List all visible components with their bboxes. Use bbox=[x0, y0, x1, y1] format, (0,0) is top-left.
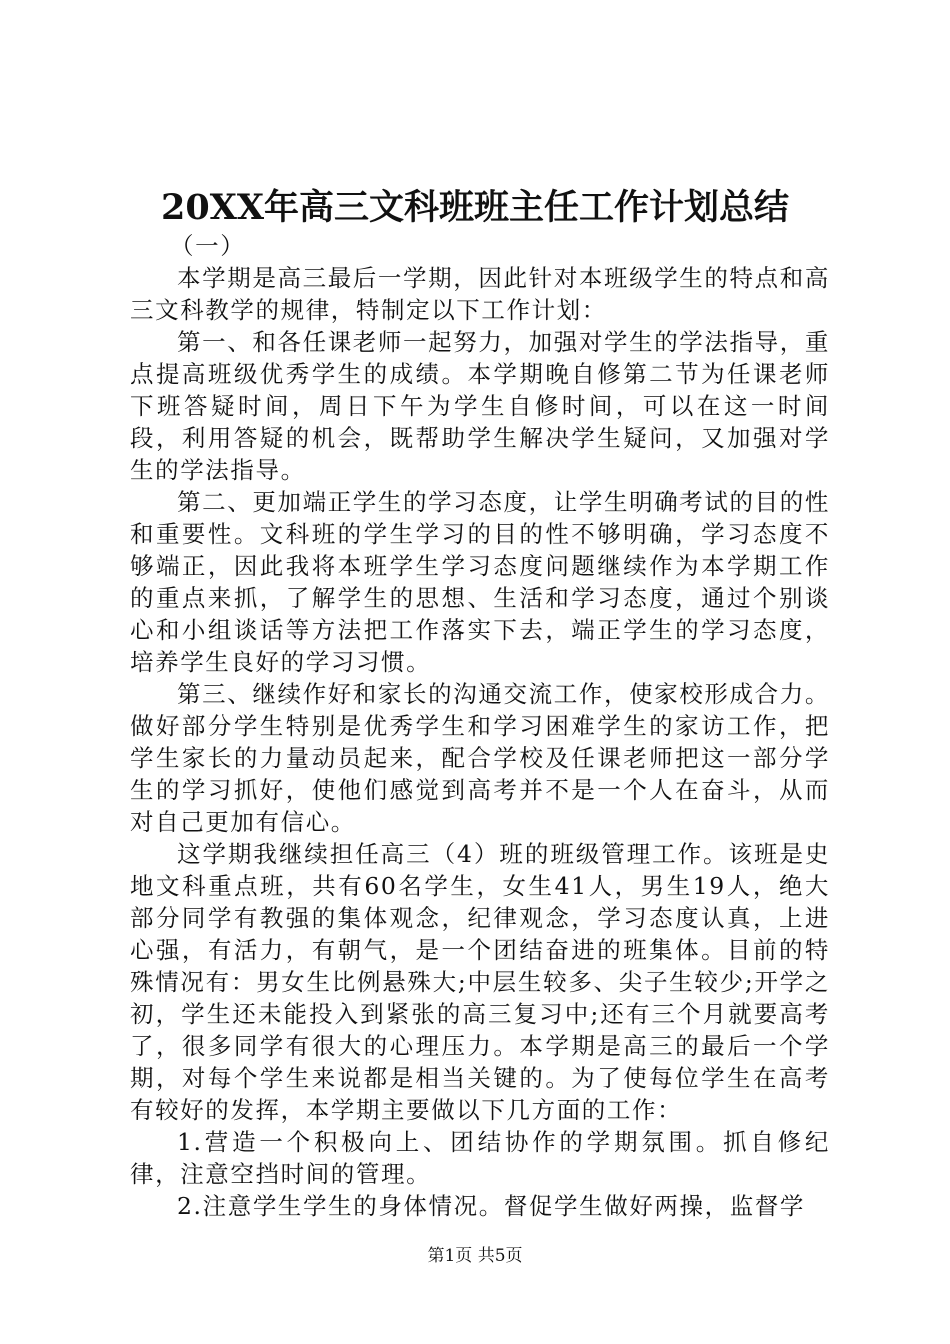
paragraph-intro: 本学期是高三最后一学期，因此针对本班级学生的特点和高三文科教学的规律，特制定以下工作计划： bbox=[130, 264, 830, 324]
paragraph-second: 第二、更加端正学生的学习态度，让学生明确考试的目的性和重要性。文科班的学生学习的目的性不够明确，学习态度不够端正，因此我将本班学生学习态度问题继续作为本学期工作的重点来抓，了解学生的思想、生活和学习态度，通过个别谈心和小组谈话等方法把工作落实下去，端正学生的学习态度，培养学生良好的学习习惯。 bbox=[130, 488, 830, 676]
paragraph-first: 第一、和各任课老师一起努力，加强对学生的学法指导，重点提高班级优秀学生的成绩。本学期晚自修第二节为任课老师下班答疑时间，周日下午为学生自修时间，可以在这一时间段，利用答疑的机会，既帮助学生解决学生疑问，又加强对学生的学法指导。 bbox=[130, 328, 830, 484]
paragraph-class-overview: 这学期我继续担任高三（4）班的班级管理工作。该班是史地文科重点班，共有60名学生，女生41人，男生19人，绝大部分同学有教强的集体观念，纪律观念，学习态度认真，上进心强，有活力，有朝气，是一个团结奋进的班集体。目前的特殊情况有：男女生比例悬殊大;中层生较多、尖子生较少;开学之初，学生还未能投入到紧张的高三复习中;还有三个月就要高考了，很多同学有很大的心理压力。本学期是高三的最后一个学期，对每个学生来说都是相当关键的。为了使每位学生在高考有较好的发挥，本学期主要做以下几方面的工作： bbox=[130, 840, 830, 1124]
page-footer: 第1页 共5页 bbox=[427, 1246, 523, 1266]
list-item-1: 1.营造一个积极向上、团结协作的学期氛围。抓自修纪律，注意空挡时间的管理。 bbox=[130, 1128, 830, 1188]
list-item-2: 2.注意学生学生的身体情况。督促学生做好两操，监督学 bbox=[177, 1192, 806, 1220]
document-body bbox=[130, 230, 830, 1222]
paragraph-third: 第三、继续作好和家长的沟通交流工作，使家校形成合力。做好部分学生特别是优秀学生和学习困难学生的家访工作，把学生家长的力量动员起来，配合学校及任课老师把这一部分学生的学习抓好，使他们感觉到高考并不是一个人在奋斗，从而对自己更加有信心。 bbox=[130, 680, 830, 836]
document-title: 20XX年高三文科班班主任工作计划总结 bbox=[160, 187, 790, 228]
section-subheading: （一） bbox=[170, 232, 246, 260]
